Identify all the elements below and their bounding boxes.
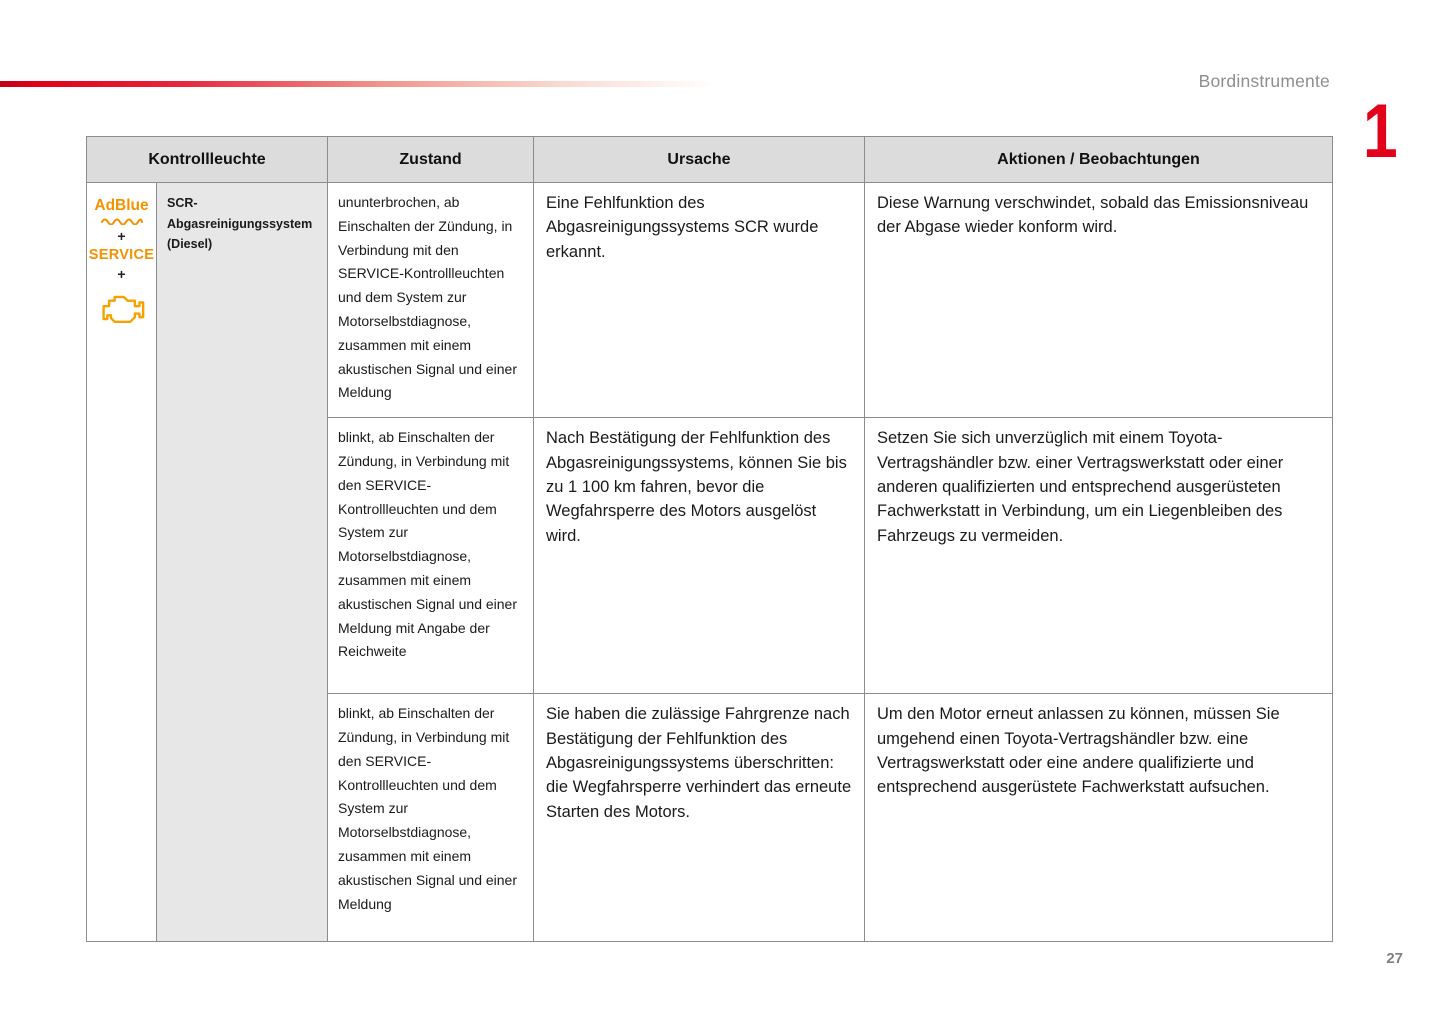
warning-lights-table-wrapper [86, 136, 1332, 942]
chapter-number-tab: 1 [1363, 89, 1398, 174]
section-title: Bordinstrumente [1198, 71, 1330, 91]
indicator-icon-cell [87, 183, 157, 942]
adblue-wave-icon [100, 216, 144, 225]
ursache-cell: Eine Fehlfunktion des Abgasreinigungssystems SCR wurde erkannt. [534, 183, 865, 418]
warning-lights-table [86, 136, 1333, 942]
col-header-zustand: Zustand [328, 137, 534, 183]
aktionen-cell: Setzen Sie sich unverzüglich mit einem Toyota-Vertragshändler bzw. einer Vertragswerkstatt oder einer anderen qualifizierten und entsprechend ausgerüsteten Fachwerkstatt in Verbindung, um ein Liegenbleiben des Fahrzeugs zu vermeiden. [865, 418, 1333, 694]
aktionen-cell: Um den Motor erneut anlassen zu können, müssen Sie umgehend einen Toyota-Vertragshändler bzw. eine Vertragswerkstatt oder eine andere qualifizierte und entsprechend ausgerüstete Fachwerkstatt aufsuchen. [865, 694, 1333, 942]
col-header-ursache: Ursache [534, 137, 865, 183]
col-header-aktionen: Aktionen / Beobachtungen [865, 137, 1333, 183]
ursache-cell: Sie haben die zulässige Fahrgrenze nach Bestätigung der Fehlfunktion des Abgasreinigungssystems überschritten: die Wegfahrsperre verhindert das erneute Starten des Motors. [534, 694, 865, 942]
col-header-kontrollleuchte: Kontrollleuchte [87, 137, 328, 183]
engine-warning-icon [99, 290, 145, 326]
table-row [87, 183, 1333, 418]
aktionen-cell: Diese Warnung verschwindet, sobald das Emissionsniveau der Abgase wieder konform wird. [865, 183, 1333, 418]
page-number: 27 [1386, 950, 1403, 967]
plus-separator: + [117, 266, 126, 282]
plus-separator: + [117, 228, 126, 244]
zustand-cell: blinkt, ab Einschalten der Zündung, in Verbindung mit den SERVICE-Kontrollleuchten und dem System zur Motorselbstdiagnose, zusammen mit einem akustischen Signal und einer Meldung [328, 694, 534, 942]
zustand-cell: ununterbrochen, ab Einschalten der Zündung, in Verbindung mit den SERVICE-Kontrollleuchten und dem System zur Motorselbstdiagnose, zusammen mit einem akustischen Signal und einer Meldung [328, 183, 534, 418]
indicator-description: SCR-Abgasreinigungssystem (Diesel) [157, 183, 328, 942]
ursache-cell: Nach Bestätigung der Fehlfunktion des Abgasreinigungssystems, können Sie bis zu 1 100 km fahren, bevor die Wegfahrsperre des Motors ausgelöst wird. [534, 418, 865, 694]
adblue-indicator-label: AdBlue [94, 197, 149, 214]
table-header-row [87, 137, 1333, 183]
decorative-red-rule [0, 81, 716, 87]
zustand-cell: blinkt, ab Einschalten der Zündung, in Verbindung mit den SERVICE-Kontrollleuchten und dem System zur Motorselbstdiagnose, zusammen mit einem akustischen Signal und einer Meldung mit Angabe der Reichweite [328, 418, 534, 694]
service-indicator-label: SERVICE [88, 247, 155, 263]
